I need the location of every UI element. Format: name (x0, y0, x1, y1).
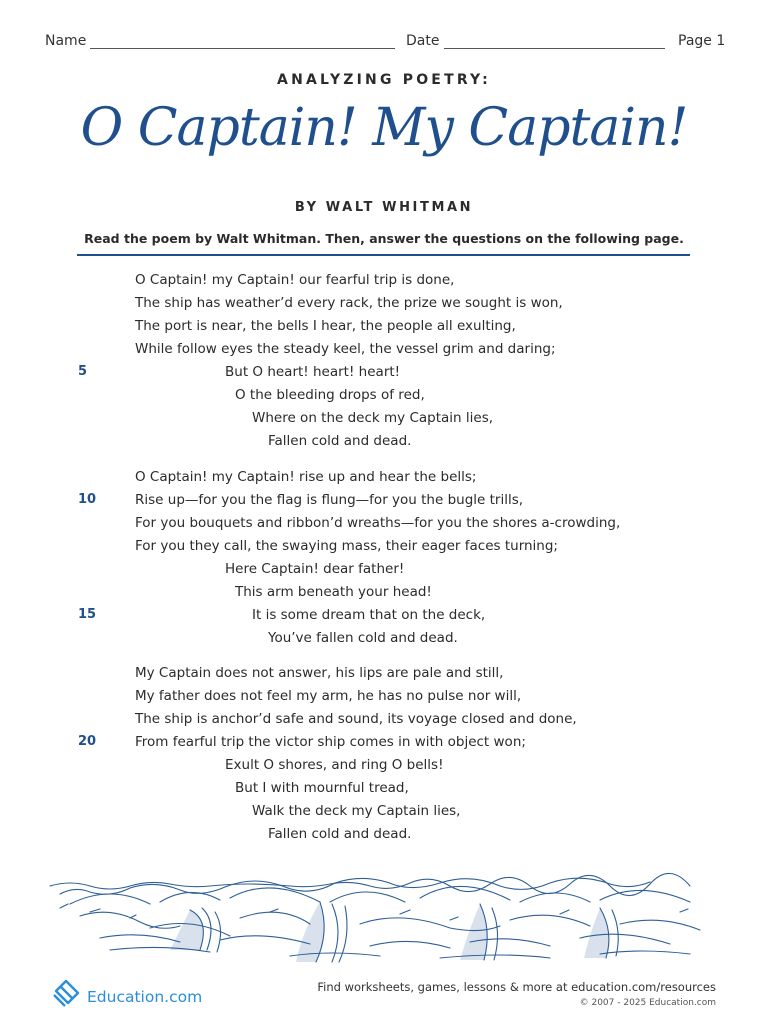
kicker-heading: ANALYZING POETRY: (277, 72, 491, 88)
poem-line: Here Captain! dear father! (225, 561, 405, 577)
date-field-line[interactable] (444, 48, 665, 49)
poem-line: But O heart! heart! heart! (225, 364, 401, 380)
divider-rule (77, 254, 690, 256)
author-byline: BY WALT WHITMAN (294, 200, 474, 215)
poem-line: The port is near, the bells I hear, the people all exulting, (135, 318, 516, 334)
resources-link[interactable]: Find worksheets, games, lessons & more at education.com/resources (317, 980, 716, 994)
line-number: 10 (78, 492, 97, 507)
line-number: 20 (78, 734, 97, 749)
poem-title: O Captain! My Captain! (80, 98, 688, 158)
poem-line: Exult O shores, and ring O bells! (225, 757, 444, 773)
poem-line: It is some dream that on the deck, (252, 607, 486, 623)
poem-line: This arm beneath your head! (235, 584, 432, 600)
poem-line: From fearful trip the victor ship comes in with object won; (135, 734, 526, 750)
poem-line: But I with mournful tread, (235, 780, 409, 796)
poem-line: The ship is anchor’d safe and sound, its voyage closed and done, (135, 711, 577, 727)
poem-line: My father does not feel my arm, he has no pulse nor will, (135, 688, 522, 704)
name-label: Name (45, 33, 87, 49)
brand-name[interactable]: Education.com (87, 988, 203, 1006)
date-label: Date (406, 33, 440, 49)
poem-line: While follow eyes the steady keel, the vessel grim and daring; (135, 341, 556, 357)
line-number: 15 (78, 607, 97, 622)
education-logo-icon[interactable] (52, 969, 84, 1009)
page-number: Page 1 (678, 33, 726, 49)
copyright: © 2007 - 2025 Education.com (579, 998, 716, 1008)
ocean-waves-illustration (40, 868, 730, 968)
worksheet-header (0, 33, 768, 53)
name-field-line[interactable] (90, 48, 395, 49)
poem-line: Fallen cold and dead. (268, 433, 412, 449)
poem-line: O Captain! my Captain! rise up and hear the bells; (135, 469, 477, 485)
poem-line: You’ve fallen cold and dead. (268, 630, 458, 646)
poem-line: My Captain does not answer, his lips are pale and still, (135, 665, 504, 681)
poem-line: The ship has weather’d every rack, the prize we sought is won, (135, 295, 563, 311)
instructions: Read the poem by Walt Whitman. Then, answer the questions on the following page. (84, 231, 684, 246)
poem-line: For you bouquets and ribbon’d wreaths—for you the shores a-crowding, (135, 515, 621, 531)
poem-line: Fallen cold and dead. (268, 826, 412, 842)
poem-line: O the bleeding drops of red, (235, 387, 425, 403)
poem-line: Walk the deck my Captain lies, (252, 803, 461, 819)
poem-line: Rise up—for you the flag is flung—for you the bugle trills, (135, 492, 524, 508)
poem-line: Where on the deck my Captain lies, (252, 410, 494, 426)
poem-line: For you they call, the swaying mass, their eager faces turning; (135, 538, 558, 554)
poem-line: O Captain! my Captain! our fearful trip is done, (135, 272, 455, 288)
line-number: 5 (78, 364, 88, 379)
